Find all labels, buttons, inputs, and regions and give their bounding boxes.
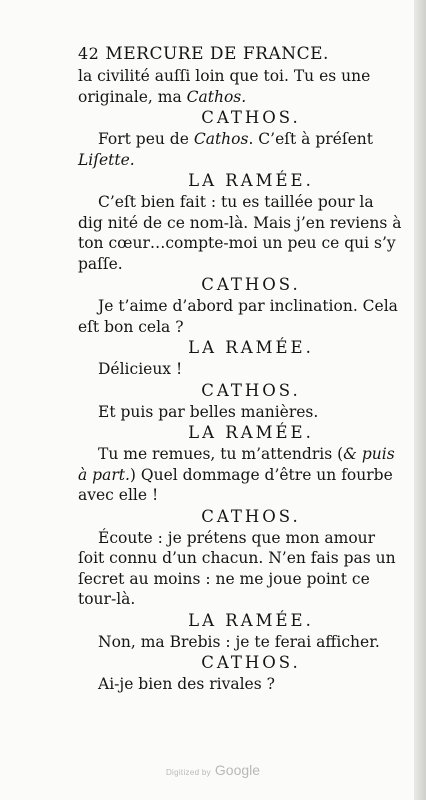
text-fragment: Fort peu de (98, 130, 194, 148)
speaker-heading: CATHOS. (201, 275, 301, 294)
text-line: Je t’aime d’abord par inclination. Cela (98, 297, 398, 315)
running-title: MERCURE DE FRANCE. (105, 44, 329, 64)
text-line: ſecret au moins : ne me joue point ce (78, 569, 370, 588)
text-line: ſoit connu d’un chacun. N’en fais pas un (78, 549, 396, 567)
watermark-brand: Google (214, 762, 261, 778)
text-line (78, 87, 412, 108)
speaker-heading: LA RAMÉE. (188, 171, 314, 190)
text-fragment: . C’eſt à préſent (248, 130, 373, 148)
character-name: Cathos. (186, 87, 247, 106)
text-line (78, 444, 412, 465)
speaker-heading: CATHOS. (201, 108, 301, 127)
speaker-heading: CATHOS. (201, 380, 301, 400)
digitization-watermark (0, 762, 426, 780)
speaker-heading: LA RAMÉE. (188, 610, 314, 630)
text-line: ton cœur…compte-moi un peu ce qui s’y (78, 234, 396, 252)
text-line: Liſette. (78, 150, 135, 169)
text-fragment: Tu me remues, tu m’attendris ( (98, 445, 344, 463)
stage-direction: & puis (343, 445, 395, 463)
text-line: Non, ma Brebis : je te ferai afficher. (98, 632, 380, 651)
book-page (78, 44, 412, 695)
binding-gutter (414, 0, 426, 800)
text-line: Écoute : je prétens que mon amour (98, 528, 376, 547)
text-line: dig nité de ce nom-là. Mais j’en reviens à (78, 213, 402, 232)
watermark-prefix: Digitized by (165, 768, 211, 777)
text-line: paſſe. (78, 254, 123, 273)
text-line: Délicieux ! (98, 360, 183, 378)
speaker-heading: LA RAMÉE. (188, 338, 314, 357)
text-line: Ai-je bien des rivales ? (98, 675, 275, 693)
page-number: 42 (78, 44, 100, 63)
text-line: Et puis par belles manières. (98, 402, 319, 421)
text-line: C’eſt bien fait : tu es taillée pour la (98, 193, 374, 211)
text-line: eſt bon cela ? (78, 317, 184, 336)
text-line: la civilité auſſi loin que toi. Tu es une (78, 67, 371, 85)
text-line: avec elle ! (78, 486, 159, 504)
speaker-heading: LA RAMÉE. (188, 423, 314, 442)
text-line (78, 465, 412, 486)
character-name: Cathos (193, 130, 249, 148)
text-fragment: ) Quel dommage d’être un fourbe (129, 465, 393, 484)
speaker-heading: CATHOS. (201, 653, 301, 672)
stage-direction: à part. (78, 465, 130, 484)
running-header (78, 44, 412, 64)
text-line: tour-là. (78, 590, 136, 608)
speaker-heading: CATHOS. (201, 506, 301, 526)
text-fragment: originale, ma (78, 87, 187, 106)
text-line (78, 129, 412, 150)
